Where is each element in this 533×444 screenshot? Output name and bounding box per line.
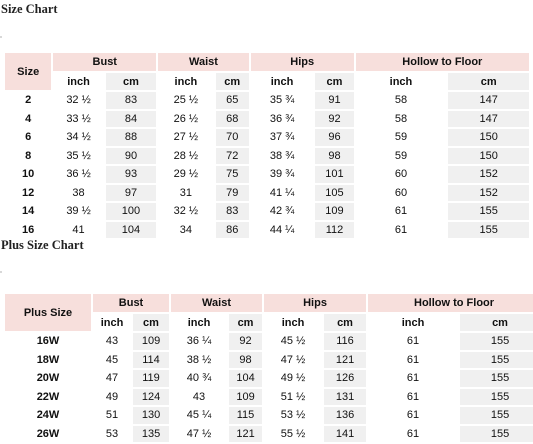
table-row (5, 426, 533, 443)
measurement-cell: 116 (324, 333, 366, 350)
measurement-cell: 49 ½ (280, 372, 306, 385)
measurement-cell: 93 (106, 166, 156, 183)
measurement-cell: 47 ½ (186, 427, 212, 440)
table-row (5, 389, 533, 406)
decorative-dot (0, 271, 2, 273)
size-label: 18W (36, 353, 60, 366)
measurement-cell: 152 (448, 166, 529, 183)
size-label: 4 (25, 112, 32, 125)
measurement-cell: 49 (105, 390, 119, 403)
measurement-cell: 92 (229, 333, 262, 350)
measurement-cell: 83 (106, 92, 156, 109)
measurement-cell: 55 ½ (280, 427, 306, 440)
measurement-cell: 37 ¾ (269, 131, 295, 144)
measurement-cell: 155 (460, 333, 533, 350)
measurement-cell: 90 (106, 148, 156, 165)
measurement-cell: 83 (216, 203, 249, 220)
size-label: 20W (36, 372, 60, 385)
measurement-cell: 45 ¼ (186, 409, 212, 422)
measurement-cell: 60 (394, 186, 408, 199)
unit-header-cm: cm (460, 314, 533, 331)
unit-header-cm: cm (324, 314, 366, 331)
table-row (5, 333, 533, 350)
measurement-cell: 86 (216, 222, 249, 239)
measurement-cell: 109 (133, 333, 169, 350)
measurement-cell: 58 (394, 94, 408, 107)
measurement-cell: 44 ¼ (269, 223, 295, 236)
table-row (5, 370, 533, 387)
table-row (5, 185, 529, 202)
unit-header-cm: cm (106, 73, 156, 90)
measurement-cell: 25 ½ (173, 94, 199, 107)
measurement-cell: 41 (72, 223, 85, 236)
measurement-cell: 45 (105, 353, 119, 366)
unit-header-cm: cm (229, 314, 262, 331)
table-row (5, 111, 529, 128)
decorative-dot (0, 36, 2, 38)
measurement-cell: 150 (448, 129, 529, 146)
measurement-cell: 79 (216, 185, 249, 202)
waist-group-header: Waist (171, 294, 262, 312)
measurement-cell: 36 ¾ (269, 112, 295, 125)
measurement-cell: 32 ½ (173, 205, 199, 218)
measurement-cell: 147 (448, 92, 529, 109)
measurement-cell: 155 (460, 352, 533, 369)
unit-header-cm: cm (216, 73, 249, 90)
unit-header-inch: inch (401, 316, 425, 329)
measurement-cell: 53 (105, 427, 119, 440)
measurement-cell: 75 (216, 166, 249, 183)
measurement-cell: 92 (315, 111, 353, 128)
measurement-cell: 28 ½ (173, 149, 199, 162)
unit-header-inch: inch (67, 75, 90, 88)
measurement-cell: 155 (460, 389, 533, 406)
measurement-cell: 112 (315, 222, 353, 239)
hips-group-header: Hips (251, 53, 354, 71)
measurement-cell: 53 ½ (280, 409, 306, 422)
measurement-cell: 61 (406, 372, 420, 385)
measurement-cell: 126 (324, 370, 366, 387)
measurement-cell: 35 ¾ (269, 94, 295, 107)
measurement-cell: 141 (324, 426, 366, 443)
measurement-cell: 51 (105, 409, 119, 422)
size-label: 14 (22, 205, 35, 218)
measurement-cell: 41 ¼ (269, 186, 295, 199)
table-row (5, 129, 529, 146)
measurement-cell: 101 (315, 166, 353, 183)
size-label: 8 (25, 149, 32, 162)
plus-size-chart-table (3, 292, 533, 444)
measurement-cell: 61 (394, 223, 408, 236)
bust-group-header: Bust (93, 294, 169, 312)
plus-size-chart-title: Plus Size Chart (1, 238, 84, 252)
size-label: 26W (36, 427, 60, 440)
measurement-cell: 58 (394, 112, 408, 125)
measurement-cell: 32 ½ (66, 94, 91, 107)
measurement-cell: 115 (229, 407, 262, 424)
measurement-cell: 27 ½ (173, 131, 199, 144)
size-label: 16W (36, 335, 60, 348)
measurement-cell: 155 (460, 370, 533, 387)
measurement-cell: 131 (324, 389, 366, 406)
unit-header-cm: cm (448, 73, 529, 90)
measurement-cell: 33 ½ (66, 112, 91, 125)
measurement-cell: 60 (394, 168, 408, 181)
measurement-cell: 155 (460, 426, 533, 443)
bust-group-header: Bust (53, 53, 156, 71)
measurement-cell: 121 (229, 426, 262, 443)
measurement-cell: 42 ¾ (269, 205, 295, 218)
measurement-cell: 36 ¼ (186, 335, 212, 348)
measurement-cell: 51 ½ (280, 390, 306, 403)
size-label: 6 (25, 131, 32, 144)
measurement-cell: 91 (315, 92, 353, 109)
measurement-cell: 61 (406, 390, 420, 403)
waist-group-header: Waist (158, 53, 249, 71)
table-row (5, 92, 529, 109)
measurement-cell: 100 (106, 203, 156, 220)
unit-header-cm: cm (315, 73, 353, 90)
size-chart-table (3, 51, 531, 240)
unit-header-cm: cm (133, 314, 169, 331)
size-label: 24W (36, 409, 60, 422)
measurement-cell: 38 ½ (186, 353, 212, 366)
measurement-cell: 119 (133, 370, 169, 387)
measurement-cell: 61 (406, 427, 420, 440)
measurement-cell: 61 (394, 205, 408, 218)
plus-size-column-header: Plus Size (5, 294, 91, 331)
measurement-cell: 88 (106, 129, 156, 146)
measurement-cell: 31 (179, 186, 192, 199)
unit-header-inch: inch (100, 316, 124, 329)
measurement-cell: 61 (406, 353, 420, 366)
measurement-cell: 39 ¾ (269, 168, 295, 181)
measurement-cell: 59 (394, 149, 408, 162)
table-row (5, 352, 533, 369)
size-label: 22W (36, 390, 60, 403)
measurement-cell: 155 (448, 222, 529, 239)
measurement-cell: 104 (229, 370, 262, 387)
measurement-cell: 155 (448, 203, 529, 220)
measurement-cell: 136 (324, 407, 366, 424)
measurement-cell: 97 (106, 185, 156, 202)
unit-header-inch: inch (187, 316, 211, 329)
measurement-cell: 34 (179, 223, 192, 236)
table-row (5, 166, 529, 183)
measurement-cell: 130 (133, 407, 169, 424)
hips-group-header: Hips (264, 294, 366, 312)
measurement-cell: 150 (448, 148, 529, 165)
measurement-cell: 47 (105, 372, 119, 385)
measurement-cell: 36 ½ (66, 168, 91, 181)
measurement-cell: 59 (394, 131, 408, 144)
size-label: 16 (22, 223, 35, 236)
table-row (5, 222, 529, 239)
unit-header-inch: inch (389, 75, 413, 88)
table-row (5, 203, 529, 220)
measurement-cell: 43 (192, 390, 206, 403)
measurement-cell: 35 ½ (66, 149, 91, 162)
measurement-cell: 109 (229, 389, 262, 406)
size-label: 10 (22, 168, 35, 181)
measurement-cell: 26 ½ (173, 112, 199, 125)
measurement-cell: 104 (106, 222, 156, 239)
measurement-cell: 124 (133, 389, 169, 406)
measurement-cell: 155 (460, 407, 533, 424)
measurement-cell: 98 (229, 352, 262, 369)
measurement-cell: 65 (216, 92, 249, 109)
size-label: 12 (22, 186, 35, 199)
measurement-cell: 152 (448, 185, 529, 202)
size-column-header: Size (5, 53, 51, 90)
measurement-cell: 39 ½ (66, 205, 91, 218)
hollow-to-floor-group-header: Hollow to Floor (368, 294, 533, 312)
measurement-cell: 135 (133, 426, 169, 443)
size-chart-title: Size Chart (1, 2, 58, 16)
measurement-cell: 29 ½ (173, 168, 199, 181)
measurement-cell: 68 (216, 111, 249, 128)
measurement-cell: 147 (448, 111, 529, 128)
measurement-cell: 38 (72, 186, 85, 199)
measurement-cell: 109 (315, 203, 353, 220)
hollow-to-floor-group-header: Hollow to Floor (356, 53, 529, 71)
measurement-cell: 105 (315, 185, 353, 202)
measurement-cell: 47 ½ (280, 353, 306, 366)
measurement-cell: 45 ½ (280, 335, 306, 348)
measurement-cell: 72 (216, 148, 249, 165)
measurement-cell: 34 ½ (66, 131, 91, 144)
measurement-cell: 43 (105, 335, 119, 348)
unit-header-inch: inch (174, 75, 198, 88)
measurement-cell: 61 (406, 335, 420, 348)
unit-header-inch: inch (281, 316, 305, 329)
size-label: 2 (25, 94, 32, 107)
measurement-cell: 96 (315, 129, 353, 146)
measurement-cell: 121 (324, 352, 366, 369)
table-row (5, 407, 533, 424)
measurement-cell: 40 ¾ (186, 372, 212, 385)
measurement-cell: 84 (106, 111, 156, 128)
measurement-cell: 38 ¾ (269, 149, 295, 162)
measurement-cell: 61 (406, 409, 420, 422)
measurement-cell: 114 (133, 352, 169, 369)
measurement-cell: 98 (315, 148, 353, 165)
unit-header-inch: inch (270, 75, 294, 88)
table-row (5, 148, 529, 165)
measurement-cell: 70 (216, 129, 249, 146)
